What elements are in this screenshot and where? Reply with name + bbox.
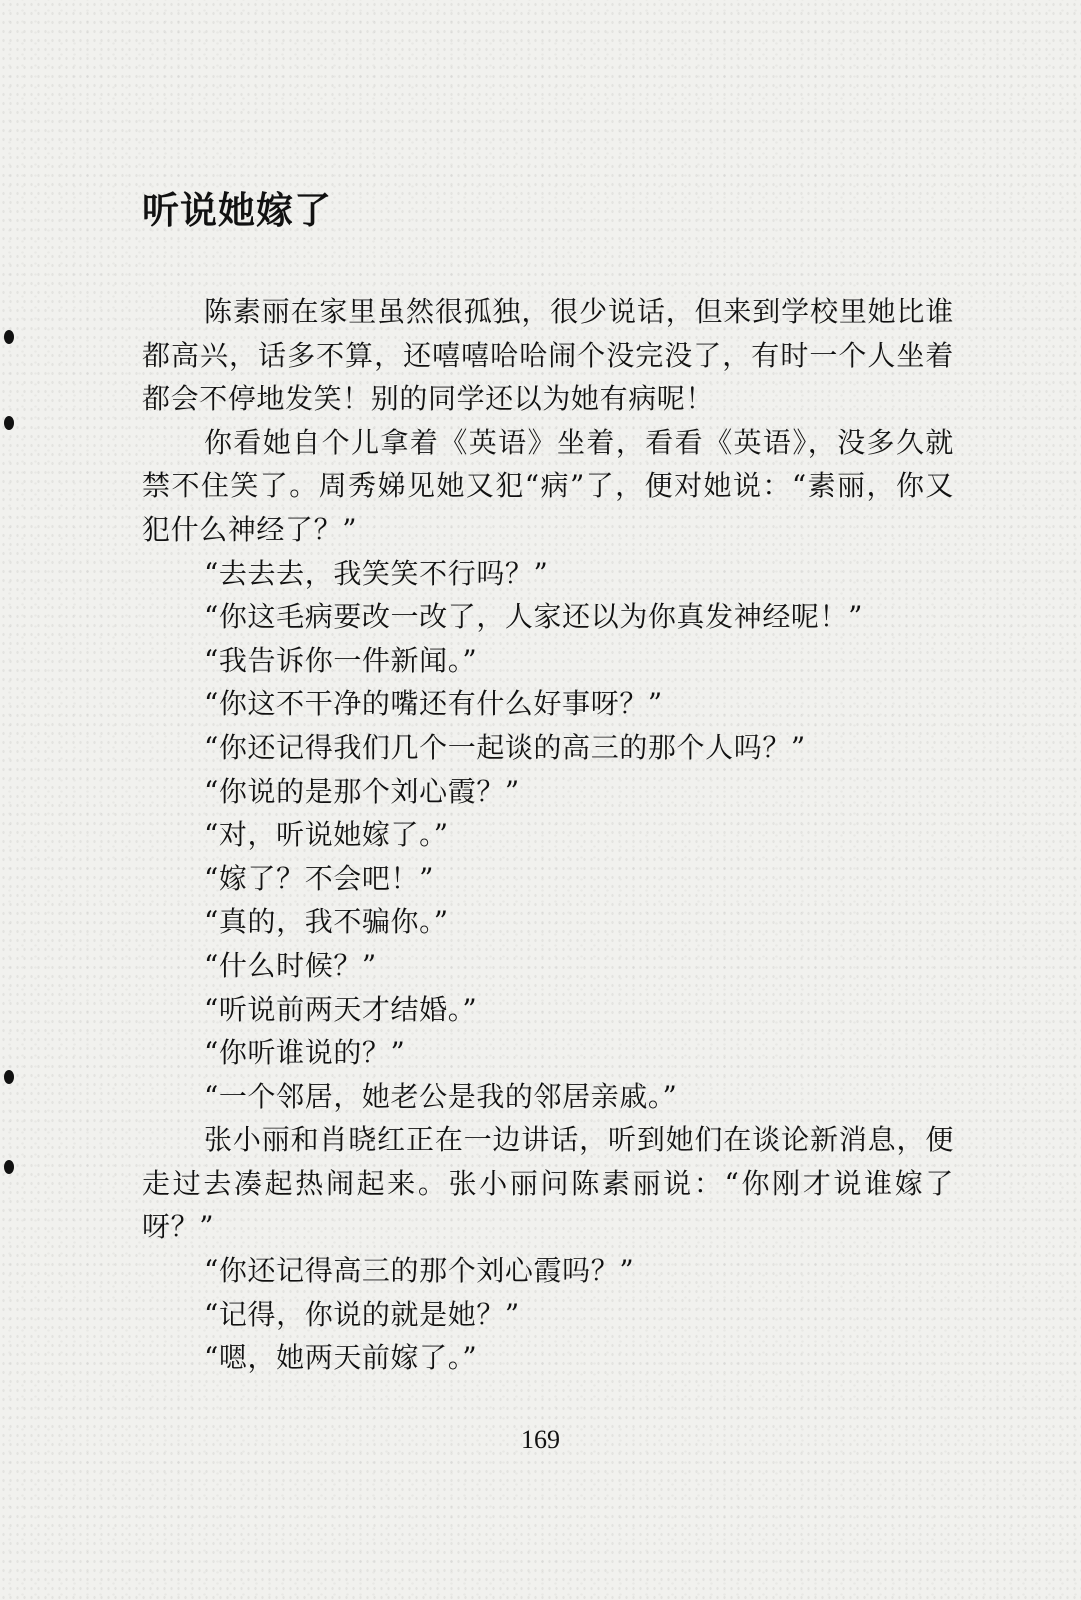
dialogue-line: “你还记得高三的那个刘心霞吗？” (204, 1254, 635, 1288)
dialogue-line: “真的，我不骗你。” (204, 905, 449, 939)
dialogue-line: “你还记得我们几个一起谈的高三的那个人吗？” (204, 730, 806, 764)
paragraph: 你看她自个儿拿着《英语》坐着，看看《英语》，没多久就禁不住笑了。周秀娣见她又犯“病”了，便对她说：“素丽，你又犯什么神经了？” (142, 425, 954, 546)
scan-speck (4, 330, 14, 344)
dialogue-line: “什么时候？” (204, 948, 377, 982)
chapter-title: 听说她嫁了 (142, 189, 332, 232)
dialogue-line: “嫁了？不会吧！” (204, 861, 435, 895)
scan-speck (4, 1160, 14, 1174)
dialogue-line: “我告诉你一件新闻。” (204, 643, 478, 677)
dialogue-line: “一个邻居，她老公是我的邻居亲戚。” (204, 1079, 678, 1113)
dialogue-line: “你这毛病要改一改了，人家还以为你真发神经呢！” (204, 600, 864, 634)
dialogue-line: “你这不干净的嘴还有什么好事呀？” (204, 687, 663, 721)
paragraph: 陈素丽在家里虽然很孤独，很少说话，但来到学校里她比谁都高兴，话多不算，还嘻嘻哈哈闹个没完没了，有时一个人坐着都会不停地发笑！别的同学还以为她有病呢！ (142, 295, 954, 416)
chapter-body (142, 290, 954, 1380)
dialogue-line: “对，听说她嫁了。” (204, 818, 449, 852)
dialogue-line: “你说的是那个刘心霞？” (204, 774, 520, 808)
dialogue-line: “记得，你说的就是她？” (204, 1297, 520, 1331)
dialogue-line: “去去去，我笑笑不行吗？” (204, 556, 549, 590)
dialogue-line: “你听谁说的？” (204, 1036, 406, 1070)
dialogue-line: “听说前两天才结婚。” (204, 992, 478, 1026)
paragraph: 张小丽和肖晓红正在一边讲话，听到她们在谈论新消息，便走过去凑起热闹起来。张小丽问陈素丽说：“你刚才说谁嫁了呀？” (142, 1123, 954, 1244)
page-number: 169 (521, 1425, 560, 1454)
scan-speck (4, 416, 14, 430)
scan-speck (4, 1070, 14, 1084)
dialogue-line: “嗯，她两天前嫁了。” (204, 1341, 478, 1375)
